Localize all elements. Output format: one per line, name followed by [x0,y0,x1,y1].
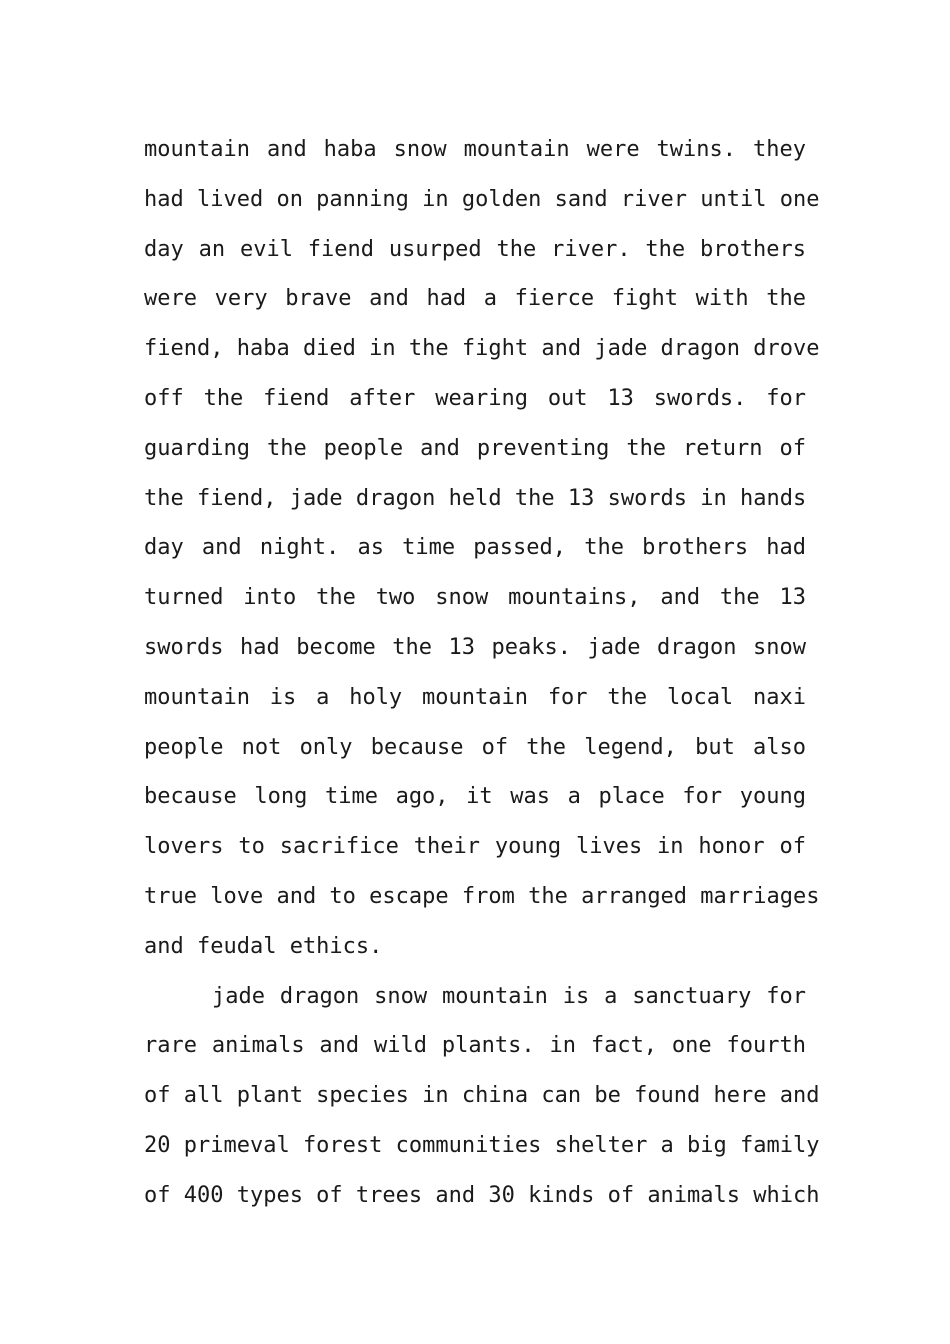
text-line: 20 primeval forest communities shelter a big family [144,1132,820,1158]
text-line: of 400 types of trees and 30 kinds of animals which [144,1182,820,1208]
text-line: were very brave and had a fierce fight with the [144,286,806,312]
text-line: people not only because of the legend, but also [144,734,806,760]
paragraph-end-line: and feudal ethics. [144,933,383,959]
text-line: mountain is a holy mountain for the local naxi [144,684,806,710]
body-text [144,125,820,1221]
text-line: rare animals and wild plants. in fact, one fourth [144,1033,806,1059]
text-line: turned into the two snow mountains, and the 13 [144,585,806,611]
text-line: the fiend, jade dragon held the 13 swords in hands [144,485,807,511]
text-line: true love and to escape from the arranged marriages [144,883,820,909]
text-line: lovers to sacrifice their young lives in honor of [144,834,806,860]
text-line: day an evil fiend usurped the river. the brothers [144,236,806,262]
paragraph-start-line: jade dragon snow mountain is a sanctuary for [212,983,806,1009]
text-line: guarding the people and preventing the return of [144,435,806,461]
text-line: fiend, haba died in the fight and jade dragon drove [144,336,820,362]
text-line: swords had become the 13 peaks. jade dragon snow [144,634,806,660]
text-line: day and night. as time passed, the brothers had [144,535,806,561]
text-line: because long time ago, it was a place for young [144,784,806,810]
text-line: of all plant species in china can be found here and [144,1083,820,1109]
text-line: off the fiend after wearing out 13 swords. for [144,385,806,411]
text-line: mountain and haba snow mountain were twins. they [144,137,806,162]
text-line: had lived on panning in golden sand river until one [144,186,820,212]
